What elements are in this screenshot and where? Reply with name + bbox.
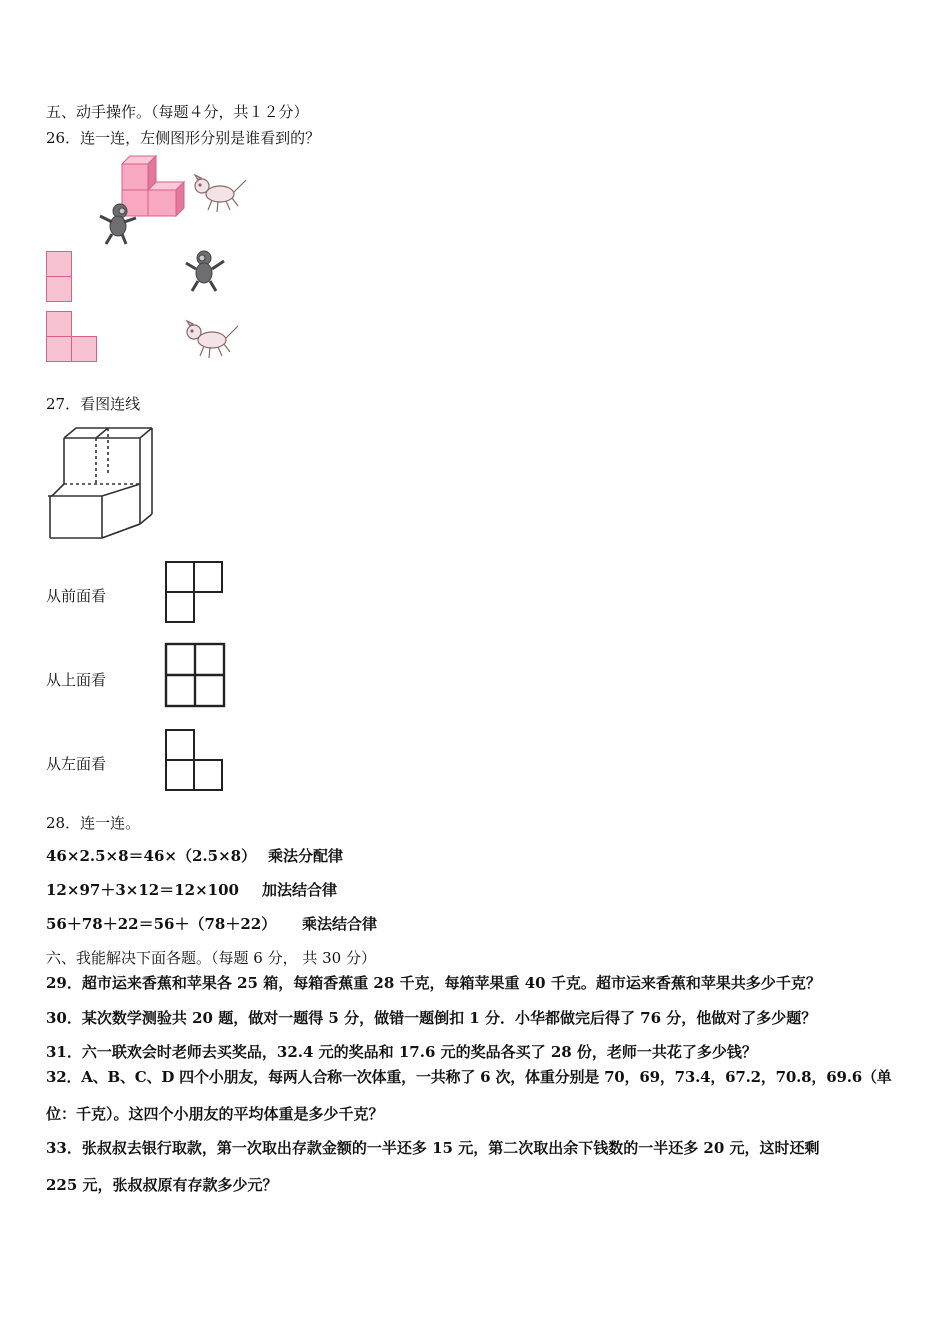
view-top-label: 从上面看	[46, 671, 107, 689]
question-27-label: 27．看图连线	[46, 395, 141, 413]
q28-expression-1: 46×2.5×8＝46×（2.5×8）	[46, 847, 257, 865]
question-26-label: 26．连一连，左侧图形分别是谁看到的？	[46, 129, 321, 147]
question-32-line-1: 32．A、B、C、D 四个小朋友，每两人合称一次体重，一共称了 6 次，体重分别是 70，69，73.4，67.2，70.8，69.6（单	[46, 1068, 892, 1086]
view-left-label: 从左面看	[46, 755, 107, 773]
dog-icon	[182, 318, 240, 360]
view-left-shape	[164, 728, 226, 794]
monkey-icon	[94, 202, 140, 246]
question-28-label: 28．连一连。	[46, 814, 141, 832]
question-32-line-2: 位：千克）。这四个小朋友的平均体重是多少千克？	[46, 1105, 384, 1123]
monkey-icon	[182, 249, 228, 293]
dog-icon	[190, 172, 248, 214]
q28-expression-2: 12×97＋3×12＝12×100	[46, 881, 239, 899]
view-front-label: 从前面看	[46, 587, 107, 605]
q28-law-2: 加法结合律	[262, 881, 338, 899]
section-5-title: 五、动手操作。（每题４分，共１２分）	[46, 103, 309, 121]
view-front-shape	[164, 560, 224, 626]
question-33-line-1: 33．张叔叔去银行取款，第一次取出存款金额的一半还多 15 元，第二次取出余下钱数的一半还多 20 元，这时还剩	[46, 1139, 820, 1157]
cube-sketch-figure	[46, 426, 156, 542]
q26-view-l-shape	[46, 311, 100, 363]
question-33-line-2: 225 元，张叔叔原有存款多少元？	[46, 1176, 278, 1194]
section-6-title: 六、我能解决下面各题。（每题 6 分， 共 30 分）	[46, 949, 376, 967]
question-31: 31．六一联欢会时老师去买奖品，32.4 元的奖品和 17.6 元的奖品各买了 28 份，老师一共花了多少钱？	[46, 1043, 757, 1061]
question-29: 29．超市运来香蕉和苹果各 25 箱，每箱香蕉重 28 千克，每箱苹果重 40 千克。超市运来香蕉和苹果共多少千克？	[46, 974, 821, 992]
q28-expression-3: 56＋78＋22＝56＋（78＋22）	[46, 915, 277, 933]
view-top-shape	[164, 642, 228, 710]
q28-law-1: 乘法分配律	[268, 847, 344, 865]
question-30: 30．某次数学测验共 20 题，做对一题得 5 分，做错一题倒扣 1 分．小华都做完后得了 76 分，他做对了多少题？	[46, 1009, 817, 1027]
q28-law-3: 乘法结合律	[302, 915, 378, 933]
q26-view-two-squares	[46, 251, 74, 303]
